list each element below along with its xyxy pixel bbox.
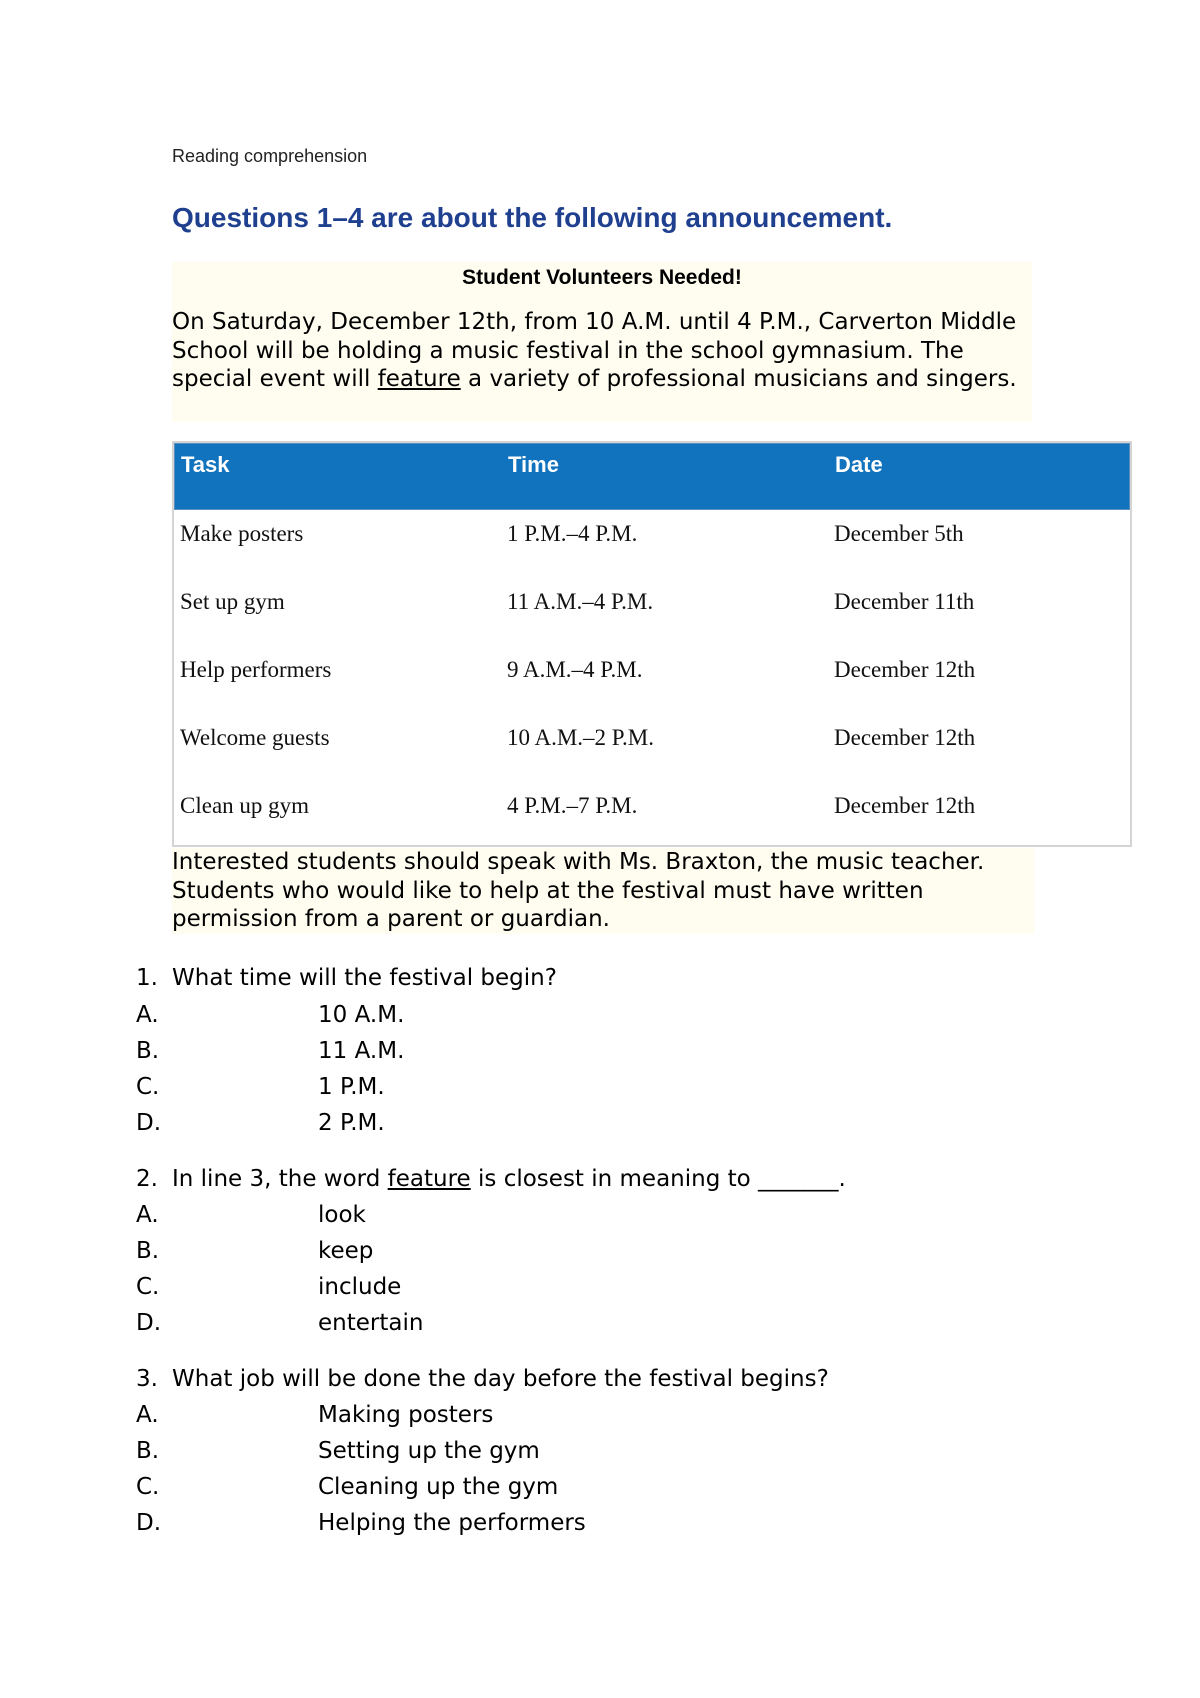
section-heading: Questions 1–4 are about the following announcement. <box>172 202 893 233</box>
cell-time: 1 P.M.–4 P.M. <box>507 521 638 546</box>
question-text <box>172 1166 846 1192</box>
option-text: Cleaning up the gym <box>318 1474 559 1500</box>
closing-note-box <box>172 848 1034 934</box>
option-letter: C. <box>136 1274 160 1300</box>
question-number: 3. <box>136 1366 158 1392</box>
cell-task: Help performers <box>180 657 332 682</box>
option-text: 2 P.M. <box>318 1110 385 1136</box>
option-letter: D. <box>136 1510 162 1536</box>
announcement-title: Student Volunteers Needed! <box>462 266 742 289</box>
volunteer-schedule-table <box>172 441 1132 847</box>
announcement-paragraph <box>172 308 1032 394</box>
table-row <box>174 657 1130 725</box>
option-text: Setting up the gym <box>318 1438 540 1464</box>
question-text: What job will be done the day before the festival begins? <box>172 1366 829 1392</box>
table-header-row <box>174 443 1130 510</box>
cell-time: 11 A.M.–4 P.M. <box>507 589 654 614</box>
cell-date: December 11th <box>834 589 975 614</box>
cell-date: December 12th <box>834 657 976 682</box>
option-letter: A. <box>136 1402 159 1428</box>
announcement-box <box>172 262 1032 422</box>
cell-time: 10 A.M.–2 P.M. <box>507 725 654 750</box>
option-text: 1 P.M. <box>318 1074 385 1100</box>
header-date: Date <box>835 452 883 477</box>
option-letter: B. <box>136 1438 160 1464</box>
option-text: Helping the performers <box>318 1510 586 1536</box>
table-row <box>174 725 1130 793</box>
option-letter: C. <box>136 1474 160 1500</box>
announcement-text-end: a variety of professional musicians and singers. <box>460 366 1017 392</box>
header-task: Task <box>181 452 230 477</box>
option-letter: C. <box>136 1074 160 1100</box>
underlined-word: feature <box>377 366 461 392</box>
header-time: Time <box>508 452 559 477</box>
cell-date: December 12th <box>834 725 976 750</box>
option-letter: B. <box>136 1238 160 1264</box>
closing-paragraph: Interested students should speak with Ms. Braxton, the music teacher. Students who would like to help at the festival must have written permission from a parent or guardian. <box>172 849 985 932</box>
option-text: 11 A.M. <box>318 1038 405 1064</box>
table-row <box>174 589 1130 657</box>
document-label: Reading comprehension <box>172 146 368 166</box>
question-text-start: In line 3, the word <box>172 1166 388 1192</box>
option-text: entertain <box>318 1310 424 1336</box>
option-letter: A. <box>136 1202 159 1228</box>
cell-task: Make posters <box>180 521 304 546</box>
question-text-end: is closest in meaning to _______. <box>470 1166 846 1192</box>
underlined-word: feature <box>387 1166 471 1192</box>
cell-date: December 12th <box>834 793 976 818</box>
table-row <box>174 521 1130 589</box>
option-letter: B. <box>136 1038 160 1064</box>
cell-date: December 5th <box>834 521 964 546</box>
cell-time: 9 A.M.–4 P.M. <box>507 657 643 682</box>
option-letter: D. <box>136 1110 162 1136</box>
cell-task: Clean up gym <box>180 793 310 818</box>
option-text: keep <box>318 1238 374 1264</box>
question-text: What time will the festival begin? <box>172 965 557 991</box>
option-text: include <box>318 1274 402 1300</box>
option-letter: A. <box>136 1002 159 1028</box>
option-text: 10 A.M. <box>318 1002 405 1028</box>
question-number: 2. <box>136 1166 158 1192</box>
cell-task: Set up gym <box>180 589 285 614</box>
option-letter: D. <box>136 1310 162 1336</box>
option-text: Making posters <box>318 1402 494 1428</box>
question-number: 1. <box>136 965 158 991</box>
option-text: look <box>318 1202 366 1228</box>
cell-task: Welcome guests <box>180 725 330 750</box>
announcement-text: On Saturday, December 12th, from 10 A.M. until 4 P.M., Carverton Middle School will be holding a music festival in the school gymnasium. The special event will <box>172 309 1017 392</box>
cell-time: 4 P.M.–7 P.M. <box>507 793 638 818</box>
